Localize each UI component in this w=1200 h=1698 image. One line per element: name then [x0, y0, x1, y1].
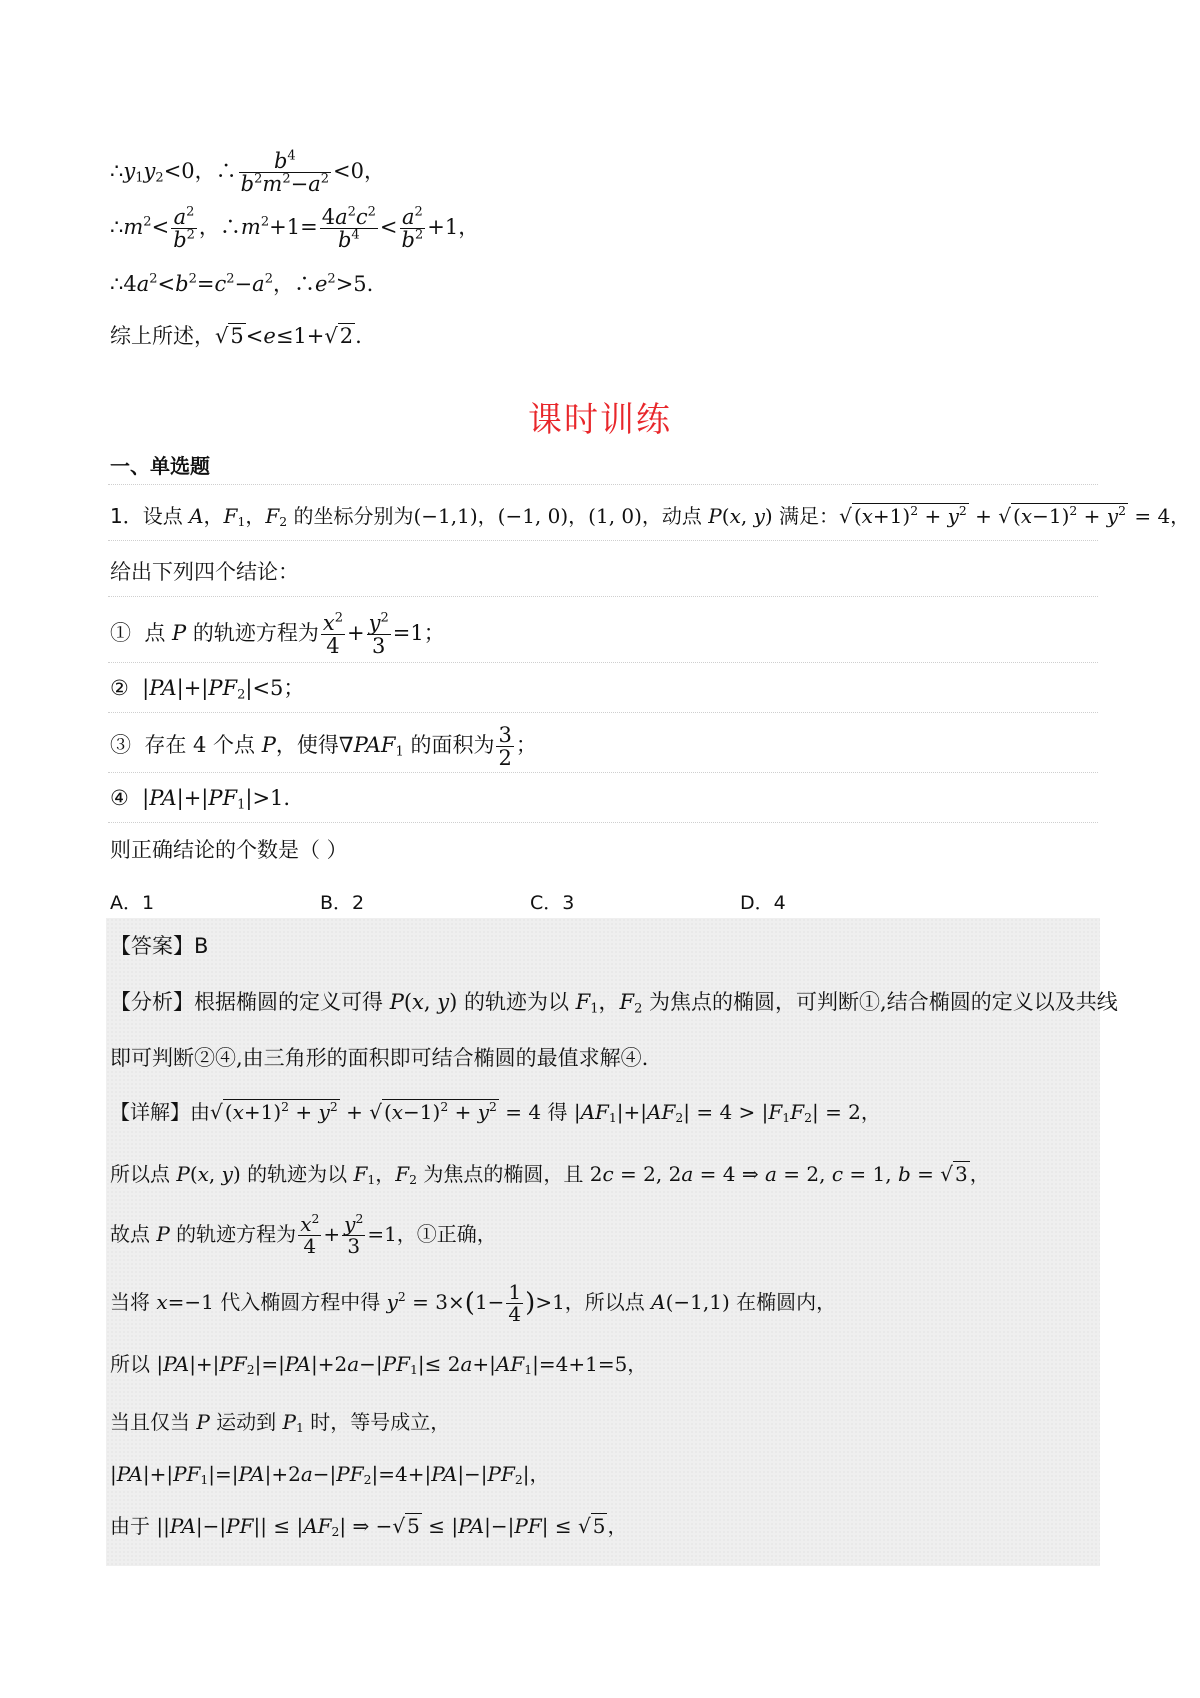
option-a-value: 1	[142, 892, 155, 914]
detail-line-5: 所以 $|PA|+|PF_2|=|PA|+2a-|PF_1|\le 2a+|AF_1|=4+1=5$，	[110, 1352, 648, 1378]
divider	[108, 662, 1098, 663]
analysis-line-1: 【分析】根据椭圆的定义可得 P(x, y) 的轨迹为以 $F_1$，$F_2$ 为焦点的椭圆，可判断①,结合椭圆的定义以及共线	[110, 990, 1118, 1017]
conclusion-2: ② $|PA|+|PF_2|<5$；	[110, 676, 305, 703]
detail-line-3: 故点 P 的轨迹方程为 $\frac{x^2}{4}$ + $\frac{y^2}{3}$ =1，①正确，	[110, 1210, 497, 1258]
option-d-label: D．	[740, 892, 774, 914]
option-a-label: A．	[110, 892, 142, 914]
divider	[108, 712, 1098, 713]
detail-line-7: $|PA|+|PF_1|=|PA|+2a-|PF_2|=4+|PA|-|PF_2|$，	[110, 1462, 550, 1488]
option-a[interactable]	[110, 888, 154, 915]
divider	[108, 822, 1098, 823]
derivation-line-3: $\therefore 4a^2<b^2=c^2-a^2$，$\therefore e^2>5$.	[110, 271, 374, 296]
derivation-line-2: $\therefore m^2<$ $\frac{a^2}{b^2}$ ，$\therefore m^2+1=$ $\frac{4a^2c^2}{b^4}$ < $\frac{a^2}{b^2}$ +1，	[110, 204, 480, 253]
detail-line-2: 所以点 P(x, y) 的轨迹为以 $F_1$，$F_2$ 为焦点的椭圆，且 2c = 2, 2a = 4 ⇒ a = 2, c = 1, b = √ 3 ，	[110, 1162, 990, 1188]
question-ask: 则正确结论的个数是（ ）	[110, 838, 348, 862]
analysis-tag: 【分析】	[110, 990, 194, 1014]
option-c-value: 3	[562, 892, 575, 914]
section-heading: 一、单选题	[110, 454, 210, 478]
section-title: 课时训练	[528, 400, 672, 440]
option-b[interactable]	[320, 888, 364, 915]
question-number: 1．	[110, 504, 143, 528]
divider	[108, 772, 1098, 773]
conclusion-4: ④ $|PA|+|PF_1|>1$.	[110, 786, 291, 813]
question-stem: 1．设点 A，$F_1$，$F_2$ 的坐标分别为(−1,1)，(−1, 0)，(1, 0)，动点 P(x, y) 满足：√ $(x+1)^2 + y^2$ + √ $(x-1)^2 + y^2 = 4$，	[110, 502, 1191, 530]
detail-line-1: 【详解】由√ $(x+1)^2 + y^2$ + √ $(x-1)^2 + y^2 = 4$ 得 $|AF_1|+|AF_2| = 4 > |F_1F_2| = 2$，	[110, 1098, 881, 1126]
answer-tag: 【答案】	[110, 934, 194, 958]
option-d[interactable]	[740, 888, 786, 915]
summary-line: 综上所述，√5<e≤1+√2.	[110, 324, 362, 348]
answer-line	[110, 934, 208, 959]
divider	[108, 596, 1098, 597]
option-d-value: 4	[773, 892, 786, 914]
option-b-label: B．	[320, 892, 353, 914]
question-stem-line-2: 给出下列四个结论：	[110, 560, 299, 584]
answer-value: B	[194, 934, 209, 958]
detail-line-6: 当且仅当 P 运动到 $P_1$ 时，等号成立，	[110, 1410, 451, 1436]
analysis-line-2: 即可判断②④,由三角形的面积即可结合椭圆的最值求解④.	[110, 1046, 649, 1070]
divider	[108, 540, 1098, 541]
divider	[108, 484, 1098, 485]
derivation-line-1: $\therefore y_1y_2<0$，∴ $\frac{b^4}{b^2m^2-a^2}$ <0，	[110, 148, 385, 197]
detail-tag: 【详解】	[110, 1100, 190, 1124]
detail-line-4: 当将 x=−1 代入椭圆方程中得 $y^2 = 3\times(1-$ $\frac{1}{4}$ )>1，所以点 A(−1,1) 在椭圆内，	[110, 1280, 837, 1326]
summary-prefix: 综上所述，	[110, 324, 215, 348]
conclusion-1: ① 点 P 的轨迹方程为 $\frac{x^2}{4}$ + $\frac{y^2}{3}$ =1；	[110, 610, 445, 659]
option-c-label: C．	[530, 892, 563, 914]
conclusion-3: ③ 存在 4 个点 P，使得$\nabla PAF_1$ 的面积为 $\frac{3}{2}$ ；	[110, 723, 537, 771]
option-b-value: 2	[352, 892, 365, 914]
option-c[interactable]	[530, 888, 574, 915]
detail-line-8: 由于 $||PA|-|PF|| \le |AF_2|$ ⇒ −√ 5 ≤ |PA|−|PF| ≤ √ 5 ，	[110, 1514, 628, 1540]
